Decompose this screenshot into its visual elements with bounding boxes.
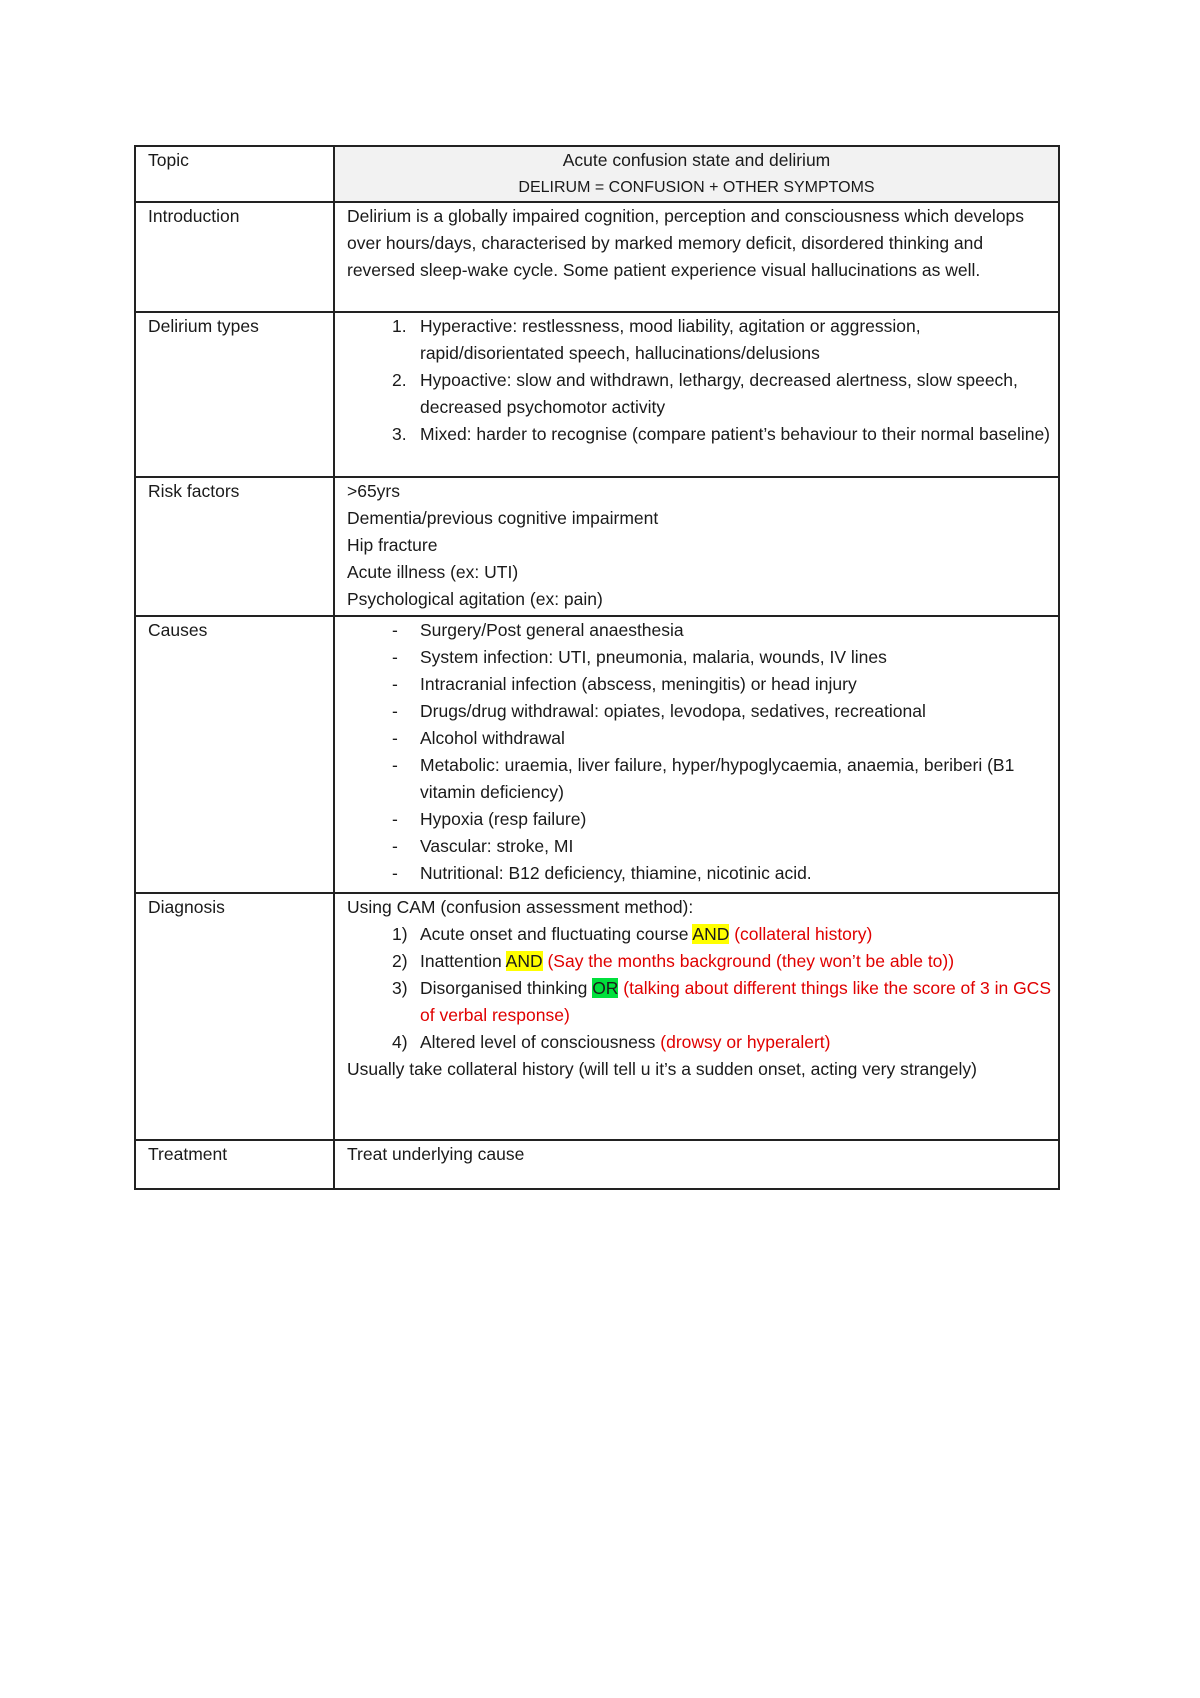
dash-bullet: [347, 725, 420, 752]
cause-text: Drugs/drug withdrawal: opiates, levodopa, sedatives, recreational: [420, 701, 926, 721]
diagnosis-cell: [334, 893, 1059, 1140]
cause-item: [347, 860, 1052, 887]
criterion-text: Acute onset and fluctuating course: [420, 924, 693, 944]
cause-text: Hypoxia (resp failure): [420, 809, 587, 829]
cause-text: Surgery/Post general anaesthesia: [420, 620, 684, 640]
cause-item: [347, 725, 1052, 752]
criterion-number: [347, 921, 420, 948]
cause-item: [347, 671, 1052, 698]
cause-item: [347, 752, 1052, 806]
dash-bullet-text: -: [392, 647, 398, 667]
list-number: [347, 421, 420, 448]
risk-factor-item: Acute illness (ex: UTI): [347, 562, 519, 582]
treatment-label: Treatment: [135, 1140, 334, 1189]
risk-factor-item: Psychological agitation (ex: pain): [347, 589, 603, 609]
diagnosis-label: Diagnosis: [135, 893, 334, 1140]
diagnosis-row: [135, 893, 1059, 1140]
risk-factors-label: Risk factors: [135, 477, 334, 616]
criterion-conjunction: AND: [692, 924, 730, 944]
dash-bullet-text: -: [392, 701, 398, 721]
delirium-type-item: [347, 421, 1052, 448]
list-number: [347, 367, 420, 421]
diagnosis-criterion: [347, 975, 1052, 1029]
dash-bullet: [347, 617, 420, 644]
dash-bullet: [347, 644, 420, 671]
topic-title-cell: [334, 146, 1059, 202]
dash-bullet: [347, 833, 420, 860]
introduction-text: Delirium is a globally impaired cognition, perception and consciousness which develops over hours/days, characterised by marked memory deficit, disordered thinking and reversed sleep-wake cycle. Some patient experience visual hallucinations as well.: [334, 202, 1059, 312]
risk-factor-item: Hip fracture: [347, 535, 438, 555]
criterion-number: [347, 975, 420, 1029]
list-number: [347, 313, 420, 367]
delirium-types-row: [135, 312, 1059, 477]
dash-bullet-text: -: [392, 755, 398, 775]
cause-text: Vascular: stroke, MI: [420, 836, 574, 856]
cause-item: [347, 806, 1052, 833]
dash-bullet-text: -: [392, 863, 398, 883]
diagnosis-criteria-list: [347, 921, 1052, 1056]
cause-text: Alcohol withdrawal: [420, 728, 565, 748]
risk-factors-row: [135, 477, 1059, 616]
criterion-number: [347, 1029, 420, 1056]
dash-bullet: [347, 806, 420, 833]
criterion-note: (collateral history): [729, 924, 873, 944]
list-number-text: 2.: [392, 370, 407, 390]
criterion-number-text: 4): [392, 1032, 408, 1052]
delirium-type-item: [347, 367, 1052, 421]
delirium-type-item: [347, 313, 1052, 367]
criterion-number: [347, 948, 420, 975]
dash-bullet-text: -: [392, 836, 398, 856]
cause-item: [347, 617, 1052, 644]
diagnosis-intro: Using CAM (confusion assessment method):: [347, 897, 694, 917]
cause-item: [347, 698, 1052, 725]
diagnosis-criterion: [347, 948, 1052, 975]
delirium-type-text: Mixed: harder to recognise (compare patient’s behaviour to their normal baseline): [420, 424, 1051, 444]
delirium-type-text: Hypoactive: slow and withdrawn, lethargy, decreased alertness, slow speech, decreased psychomotor activity: [420, 370, 1018, 417]
header-row: [135, 146, 1059, 202]
diagnosis-footer: Usually take collateral history (will tell u it’s a sudden onset, acting very strangely): [347, 1059, 977, 1079]
causes-list: [347, 617, 1052, 887]
criterion-text: Altered level of consciousness: [420, 1032, 661, 1052]
dash-bullet: [347, 752, 420, 806]
criterion-note: (talking about different things like the score of 3 in GCS of verbal response): [420, 978, 1051, 1025]
risk-factors-cell: [334, 477, 1059, 616]
dash-bullet-text: -: [392, 809, 398, 829]
causes-cell: [334, 616, 1059, 893]
cause-text: System infection: UTI, pneumonia, malaria, wounds, IV lines: [420, 647, 887, 667]
introduction-label: Introduction: [135, 202, 334, 312]
risk-factor-item: >65yrs: [347, 481, 401, 501]
criterion-content: [420, 975, 1052, 1029]
criterion-number-text: 3): [392, 978, 408, 998]
delirium-types-label: Delirium types: [135, 312, 334, 477]
delirium-types-cell: [334, 312, 1059, 477]
topic-subtitle: DELIRUM = CONFUSION + OTHER SYMPTOMS: [518, 179, 875, 196]
diagnosis-criterion: [347, 1029, 1052, 1056]
criterion-text: Inattention: [420, 951, 506, 971]
criterion-text: Disorganised thinking: [420, 978, 593, 998]
list-number-text: 1.: [392, 316, 407, 336]
topic-title: Acute confusion state and delirium: [562, 150, 831, 170]
criterion-number-text: 2): [392, 951, 408, 971]
notes-table: [134, 145, 1060, 1190]
criterion-number-text: 1): [392, 924, 408, 944]
introduction-row: [135, 202, 1059, 312]
dash-bullet-text: -: [392, 620, 398, 640]
cause-text: Intracranial infection (abscess, meningitis) or head injury: [420, 674, 857, 694]
topic-label: Topic: [135, 146, 334, 202]
criterion-note: (drowsy or hyperalert): [660, 1032, 831, 1052]
dash-bullet: [347, 698, 420, 725]
dash-bullet-text: -: [392, 728, 398, 748]
criterion-content: [420, 921, 1052, 948]
delirium-type-text: Hyperactive: restlessness, mood liability, agitation or aggression, rapid/disorientated speech, hallucinations/delusions: [420, 316, 921, 363]
cause-text: Metabolic: uraemia, liver failure, hyper/hypoglycaemia, anaemia, beriberi (B1 vitamin deficiency): [420, 755, 1015, 802]
diagnosis-criterion: [347, 921, 1052, 948]
criterion-content: [420, 1029, 1052, 1056]
cause-item: [347, 833, 1052, 860]
criterion-note: (Say the months background (they won’t be able to)): [542, 951, 955, 971]
criterion-content: [420, 948, 1052, 975]
cause-item: [347, 644, 1052, 671]
cause-text: Nutritional: B12 deficiency, thiamine, nicotinic acid.: [420, 863, 812, 883]
treatment-text: Treat underlying cause: [334, 1140, 1059, 1189]
dash-bullet: [347, 860, 420, 887]
delirium-types-list: [347, 313, 1052, 448]
dash-bullet: [347, 671, 420, 698]
dash-bullet-text: -: [392, 674, 398, 694]
treatment-row: [135, 1140, 1059, 1189]
causes-label: Causes: [135, 616, 334, 893]
criterion-conjunction: AND: [505, 951, 543, 971]
risk-factor-item: Dementia/previous cognitive impairment: [347, 508, 659, 528]
list-number-text: 3.: [392, 424, 407, 444]
causes-row: [135, 616, 1059, 893]
criterion-conjunction: OR: [592, 978, 619, 998]
risk-factors-list: [347, 478, 1052, 613]
